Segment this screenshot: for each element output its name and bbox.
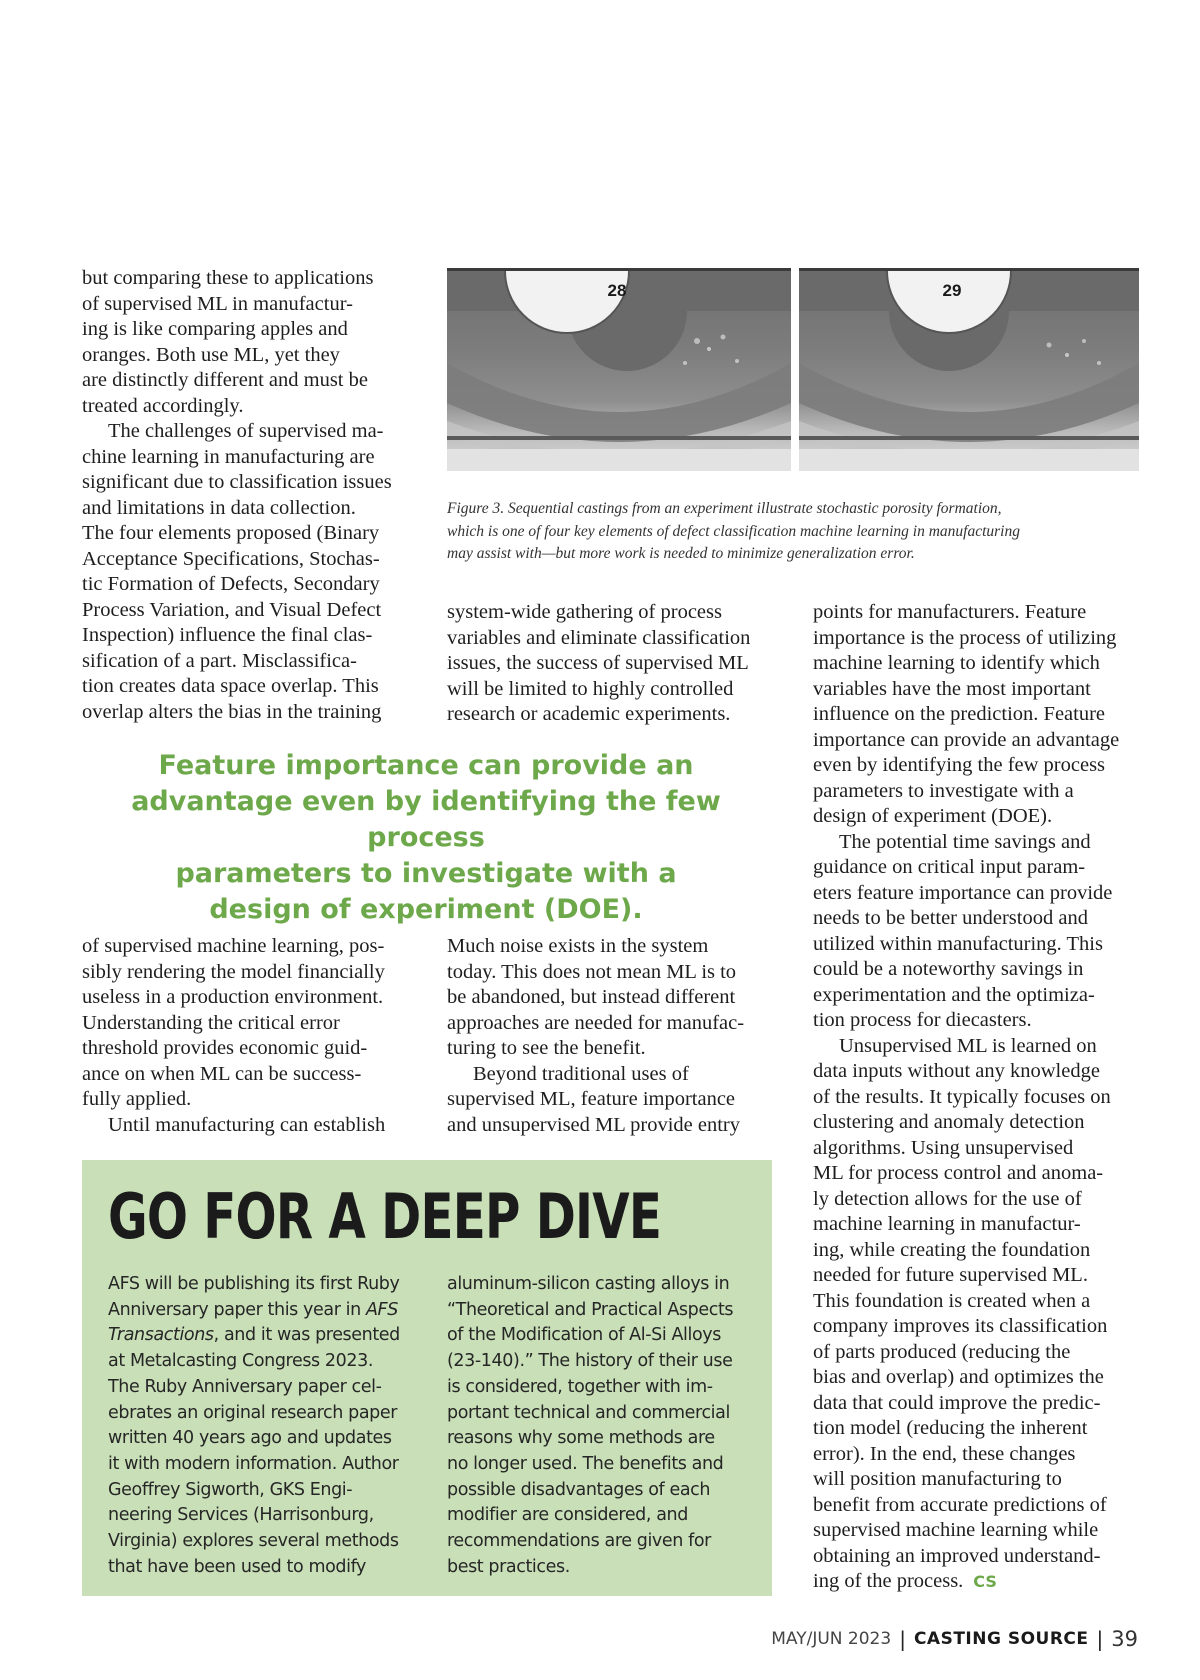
paragraph: Much noise exists in the system today. This does not mean ML is to be abandoned, but instead different approaches are needed for manufac- turing to see the benefit. [447, 935, 745, 1059]
sidebar-text: AFS will be publishing its first Ruby Anniversary paper this year in [108, 1274, 400, 1320]
figure-photo-right [799, 268, 1139, 471]
pull-quote: Feature importance can provide an advantage even by identifying the few process parameters to investigate with a design of experiment (DOE). [131, 750, 721, 925]
sidebar-column-left [108, 1272, 428, 1580]
deep-dive-sidebar [82, 1160, 772, 1596]
sidebar-title: GO FOR A DEEP DIVE [108, 1180, 662, 1253]
paragraph: The challenges of supervised ma- chine learning in manufacturing are significant due to classification issues and limitations in data collection. The four elements proposed (Binary Acceptance Specifications, Stochas- tic Formation of Defects, Secondary Process Variation, and Visual Defect Inspection) influence the final clas- sification of a part. Misclassifica- tion creates data space overlap. This overlap alters the bias in the training [82, 420, 392, 723]
paragraph: points for manufacturers. Feature importance is the process of utilizing machine learning to identify which variables have the most important influence on the prediction. Feature importance can provide an advantage even by identifying the few process parameters to investigate with a design of experiment (DOE). [813, 601, 1120, 827]
casting-xray-image [447, 271, 791, 471]
sidebar-column-right: aluminum-silicon casting alloys in “Theoretical and Practical Aspects of the Modification of Al-Si Alloys (23-140).” The history of their use is considered, together with im- portant technical and commercial reasons why some methods are no longer used. The benefits and possible disadvantages of each modifier are considered, and recommendations are given for best practices. [447, 1274, 734, 1577]
paragraph: Beyond traditional uses of supervised ML, feature importance and unsupervised ML provide entry [447, 1062, 741, 1136]
figure-label: 28 [607, 281, 627, 300]
paragraph: system-wide gathering of process variables and eliminate classification issues, the success of supervised ML will be limited to highly controlled research or academic experiments. [447, 601, 751, 725]
column-2-upper [447, 600, 777, 728]
end-mark: CS [973, 1572, 997, 1591]
paragraph: The potential time savings and guidance on critical input param- eters feature importance can provide needs to be better understood and utilized within manufacturing. This could be a noteworthy savings in experimentation and the optimiza- tion process for diecasters. [813, 830, 1113, 1031]
sidebar-text: , and it was presented at Metalcasting Congress 2023. The Ruby Anniversary paper cel- ebrates an original research paper written 40 years ago and updates it with modern information. Author Geoffrey Sigworth, GKS Engi- neering Services (Harrisonburg, Virginia) explores several methods that have been used to modify [108, 1325, 400, 1577]
separator: | [899, 1627, 906, 1651]
page-number: 39 [1111, 1627, 1138, 1651]
paragraph: but comparing these to applications of supervised ML in manufactur- ing is like comparing apples and oranges. Both use ML, yet they are distinctly different and must be treated accordingly. [82, 267, 374, 417]
issue-date: MAY/JUN 2023 [771, 1629, 892, 1649]
paragraph: Until manufacturing can establish [108, 1113, 386, 1136]
figure-photo-left [447, 268, 791, 471]
paragraph: of supervised machine learning, pos- sibly rendering the model financially useless in a production environment. Understanding the critical error threshold provides economic guid- ance on when ML can be success- fully applied. [82, 935, 385, 1110]
publication-name: CASTING SOURCE [913, 1629, 1089, 1649]
casting-xray-image [799, 271, 1139, 471]
column-1-lower [82, 934, 417, 1138]
journal-name: AFS Transactions [108, 1299, 398, 1346]
column-2-lower [447, 934, 777, 1138]
column-3 [813, 600, 1148, 1595]
paragraph [813, 1034, 1148, 1595]
figure-caption: Figure 3. Sequential castings from an experiment illustrate stochastic porosity formation, which is one of four key elements of defect classification machine learning in manufacturing may assist with—but more work is needed to minimize generalization error. [447, 500, 1020, 562]
separator: | [1096, 1627, 1104, 1651]
column-1-upper [82, 266, 417, 725]
figure-label: 29 [942, 281, 962, 300]
paragraph-text: Unsupervised ML is learned on data inputs without any knowledge of the results. It typically focuses on clustering and anomaly detection algorithms. Using unsupervised ML for process control and anoma- ly detection allows for the use of machine learning in manufactur- ing, while creating the foundation needed for future supervised ML. This foundation is created when a company improves its classification of parts produced (reducing the bias and overlap) and optimizes the data that could improve the predic- tion model (reducing the inherent error). In the end, these changes will position manufacturing to benefit from accurate predictions of supervised machine learning while obtaining an improved understand- ing of the process. [813, 1034, 1111, 1592]
page-footer [771, 1627, 1138, 1651]
